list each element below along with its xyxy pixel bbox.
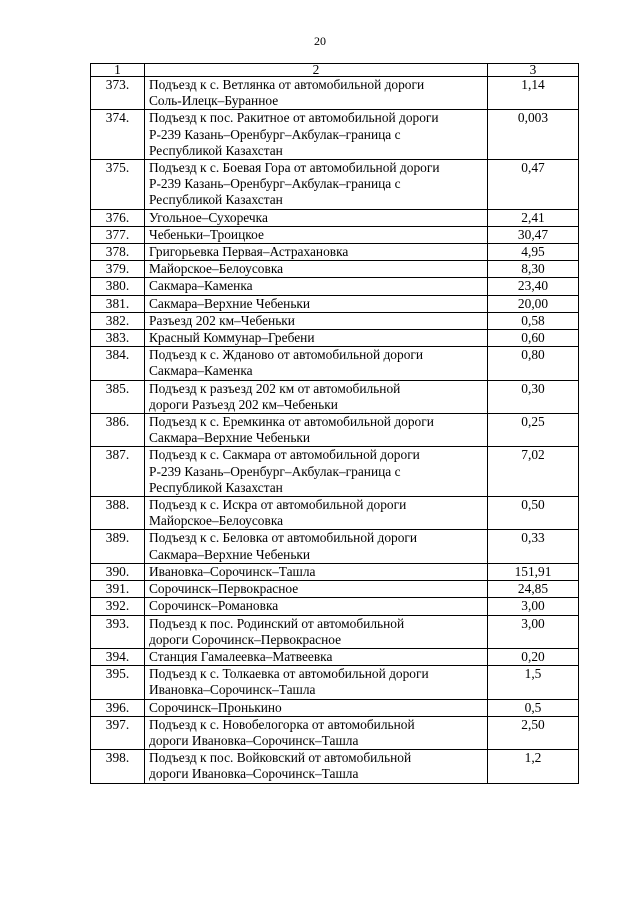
road-name-line: Сорочинск–Пронькино bbox=[149, 699, 282, 715]
row-number: 378. bbox=[91, 244, 145, 261]
road-length: 0,80 bbox=[488, 347, 579, 380]
road-name-cell bbox=[145, 563, 488, 580]
road-length: 0,33 bbox=[488, 530, 579, 563]
road-name-line: Сакмара–Верхние Чебеньки bbox=[149, 295, 311, 311]
road-name-cell bbox=[145, 598, 488, 615]
road-name-line: Разъезд 202 км–Чебеньки bbox=[149, 312, 295, 328]
road-name-line: Республикой Казахстан bbox=[149, 142, 283, 158]
road-length: 24,85 bbox=[488, 581, 579, 598]
row-number: 377. bbox=[91, 226, 145, 243]
row-number: 375. bbox=[91, 160, 145, 210]
table-row bbox=[91, 77, 579, 110]
road-name-line: Сакмара–Верхние Чебеньки bbox=[149, 430, 311, 446]
row-number: 383. bbox=[91, 330, 145, 347]
road-name-line: Майорское–Белоусовка bbox=[149, 261, 284, 277]
table-row bbox=[91, 244, 579, 261]
road-length: 0,20 bbox=[488, 648, 579, 665]
road-name-line: Р-239 Казань–Оренбург–Акбулак–граница с bbox=[149, 463, 401, 479]
table-row bbox=[91, 380, 579, 413]
road-name-line: Подъезд к с. Жданово от автомобильной дороги bbox=[149, 347, 424, 363]
road-length: 0,58 bbox=[488, 312, 579, 329]
table-row bbox=[91, 598, 579, 615]
road-name-line: Подъезд к с. Искра от автомобильной дороги bbox=[149, 497, 407, 513]
road-name-line: Сорочинск–Первокрасное bbox=[149, 581, 299, 597]
header-col-number: 1 bbox=[91, 64, 145, 77]
road-length: 4,95 bbox=[488, 244, 579, 261]
road-name-line: Подъезд к пос. Войковский от автомобильной bbox=[149, 750, 412, 766]
road-name-cell bbox=[145, 160, 488, 210]
road-name-cell bbox=[145, 497, 488, 530]
road-name-line: Подъезд к с. Новобелогорка от автомобильной bbox=[149, 716, 415, 732]
row-number: 393. bbox=[91, 615, 145, 648]
road-name-line: Чебеньки–Троицкое bbox=[149, 226, 264, 242]
road-length: 0,25 bbox=[488, 414, 579, 447]
table-row bbox=[91, 226, 579, 243]
road-name-line: Подъезд к с. Сакмара от автомобильной дороги bbox=[149, 447, 420, 463]
road-name-cell bbox=[145, 77, 488, 110]
table-row bbox=[91, 261, 579, 278]
road-length: 3,00 bbox=[488, 615, 579, 648]
road-name-cell bbox=[145, 380, 488, 413]
roads-table bbox=[90, 63, 579, 784]
road-name-line: Подъезд к с. Ветлянка от автомобильной дороги bbox=[149, 77, 425, 92]
table-row bbox=[91, 110, 579, 160]
road-name-cell bbox=[145, 716, 488, 749]
road-length: 23,40 bbox=[488, 278, 579, 295]
table-row bbox=[91, 160, 579, 210]
row-number: 376. bbox=[91, 209, 145, 226]
table-row bbox=[91, 563, 579, 580]
road-length: 2,50 bbox=[488, 716, 579, 749]
road-name-line: Угольное–Сухоречка bbox=[149, 209, 268, 225]
table-row bbox=[91, 750, 579, 783]
road-length: 0,60 bbox=[488, 330, 579, 347]
table-row bbox=[91, 209, 579, 226]
road-name-cell bbox=[145, 244, 488, 261]
road-length: 20,00 bbox=[488, 295, 579, 312]
row-number: 379. bbox=[91, 261, 145, 278]
road-name-cell bbox=[145, 295, 488, 312]
road-length: 0,5 bbox=[488, 699, 579, 716]
row-number: 385. bbox=[91, 380, 145, 413]
table-row bbox=[91, 666, 579, 699]
road-name-cell bbox=[145, 330, 488, 347]
table-row bbox=[91, 581, 579, 598]
table-row bbox=[91, 330, 579, 347]
row-number: 390. bbox=[91, 563, 145, 580]
road-name-line: Подъезд к пос. Родинский от автомобильной bbox=[149, 615, 405, 631]
row-number: 388. bbox=[91, 497, 145, 530]
road-name-line: Ивановка–Сорочинск–Ташла bbox=[149, 563, 316, 579]
road-name-cell bbox=[145, 750, 488, 783]
road-name-line: Р-239 Казань–Оренбург–Акбулак–граница с bbox=[149, 176, 401, 192]
table-row bbox=[91, 414, 579, 447]
table-row bbox=[91, 295, 579, 312]
road-length: 0,003 bbox=[488, 110, 579, 160]
road-name-cell bbox=[145, 699, 488, 716]
table-row bbox=[91, 716, 579, 749]
row-number: 397. bbox=[91, 716, 145, 749]
road-length: 8,30 bbox=[488, 261, 579, 278]
road-name-line: Сорочинск–Романовка bbox=[149, 598, 279, 614]
road-name-line: Григорьевка Первая–Астрахановка bbox=[149, 244, 349, 260]
road-length: 0,50 bbox=[488, 497, 579, 530]
row-number: 389. bbox=[91, 530, 145, 563]
row-number: 381. bbox=[91, 295, 145, 312]
row-number: 382. bbox=[91, 312, 145, 329]
row-number: 394. bbox=[91, 648, 145, 665]
page-number: 20 bbox=[314, 34, 326, 48]
table-row bbox=[91, 278, 579, 295]
road-name-line: дороги Сорочинск–Первокрасное bbox=[149, 631, 342, 647]
road-name-line: дороги Ивановка–Сорочинск–Ташла bbox=[149, 766, 359, 782]
table-row bbox=[91, 347, 579, 380]
road-length: 3,00 bbox=[488, 598, 579, 615]
road-name-line: Станция Гамалеевка–Матвеевка bbox=[149, 648, 333, 664]
table-row bbox=[91, 497, 579, 530]
road-name-line: Подъезд к пос. Ракитное от автомобильной дороги bbox=[149, 110, 439, 126]
road-length: 1,5 bbox=[488, 666, 579, 699]
header-col-name: 2 bbox=[145, 64, 488, 77]
table-row bbox=[91, 615, 579, 648]
road-length: 30,47 bbox=[488, 226, 579, 243]
road-name-line: дороги Разъезд 202 км–Чебеньки bbox=[149, 396, 338, 412]
row-number: 396. bbox=[91, 699, 145, 716]
row-number: 391. bbox=[91, 581, 145, 598]
road-name-cell bbox=[145, 615, 488, 648]
road-name-cell bbox=[145, 226, 488, 243]
road-name-line: Подъезд к с. Боевая Гора от автомобильной дороги bbox=[149, 160, 440, 176]
road-name-line: Подъезд к разъезд 202 км от автомобильной bbox=[149, 380, 401, 396]
row-number: 374. bbox=[91, 110, 145, 160]
road-name-cell bbox=[145, 347, 488, 380]
row-number: 386. bbox=[91, 414, 145, 447]
row-number: 384. bbox=[91, 347, 145, 380]
road-name-line: Майорское–Белоусовка bbox=[149, 513, 284, 529]
road-name-line: Сакмара–Каменка bbox=[149, 278, 253, 294]
road-name-line: Ивановка–Сорочинск–Ташла bbox=[149, 682, 316, 698]
road-name-line: Подъезд к с. Еремкинка от автомобильной дороги bbox=[149, 414, 434, 430]
road-name-line: Красный Коммунар–Гребени bbox=[149, 330, 315, 346]
row-number: 380. bbox=[91, 278, 145, 295]
road-name-line: Соль-Илецк–Буранное bbox=[149, 93, 279, 109]
road-name-cell bbox=[145, 209, 488, 226]
table-body bbox=[91, 77, 579, 784]
row-number: 395. bbox=[91, 666, 145, 699]
road-length: 151,91 bbox=[488, 563, 579, 580]
road-name-cell bbox=[145, 414, 488, 447]
road-length: 1,2 bbox=[488, 750, 579, 783]
road-name-line: Сакмара–Верхние Чебеньки bbox=[149, 546, 311, 562]
road-name-cell bbox=[145, 447, 488, 497]
road-name-cell bbox=[145, 278, 488, 295]
table-row bbox=[91, 699, 579, 716]
road-name-line: Подъезд к с. Толкаевка от автомобильной дороги bbox=[149, 666, 429, 682]
table-row bbox=[91, 648, 579, 665]
road-name-line: Республикой Казахстан bbox=[149, 192, 283, 208]
table-header-row bbox=[91, 64, 579, 77]
row-number: 392. bbox=[91, 598, 145, 615]
table-row bbox=[91, 530, 579, 563]
row-number: 387. bbox=[91, 447, 145, 497]
road-length: 7,02 bbox=[488, 447, 579, 497]
road-length: 1,14 bbox=[488, 77, 579, 110]
road-name-cell bbox=[145, 261, 488, 278]
road-name-cell bbox=[145, 666, 488, 699]
road-length: 2,41 bbox=[488, 209, 579, 226]
row-number: 373. bbox=[91, 77, 145, 110]
road-name-line: Р-239 Казань–Оренбург–Акбулак–граница с bbox=[149, 126, 401, 142]
table-row bbox=[91, 312, 579, 329]
road-name-line: дороги Ивановка–Сорочинск–Ташла bbox=[149, 732, 359, 748]
road-name-cell bbox=[145, 648, 488, 665]
road-name-line: Сакмара–Каменка bbox=[149, 363, 253, 379]
road-name-cell bbox=[145, 110, 488, 160]
road-name-cell bbox=[145, 312, 488, 329]
road-name-cell bbox=[145, 581, 488, 598]
row-number: 398. bbox=[91, 750, 145, 783]
road-name-cell bbox=[145, 530, 488, 563]
road-length: 0,47 bbox=[488, 160, 579, 210]
road-name-line: Подъезд к с. Беловка от автомобильной дороги bbox=[149, 530, 418, 546]
road-name-line: Республикой Казахстан bbox=[149, 479, 283, 495]
header-col-length: 3 bbox=[488, 64, 579, 77]
road-length: 0,30 bbox=[488, 380, 579, 413]
table-row bbox=[91, 447, 579, 497]
